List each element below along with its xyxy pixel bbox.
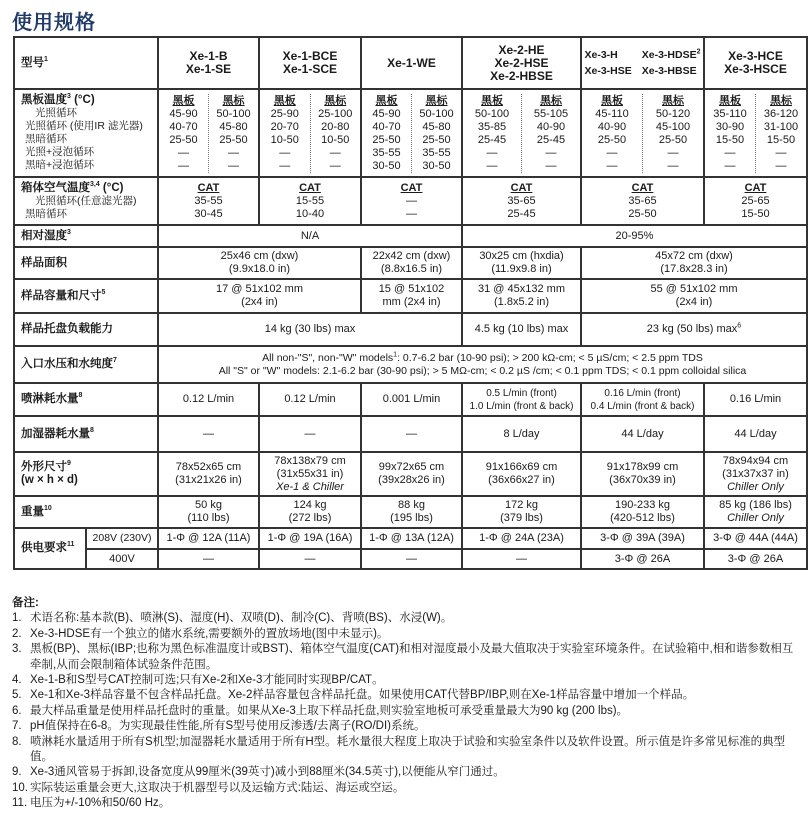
note-item: 1. 术语名称:基本款(B)、喷淋(S)、湿度(H)、双喷(D)、制冷(C)、背喷(BS)、水浸(W)。 <box>12 612 453 625</box>
weight-c2: 124 kg (272 lbs) <box>259 496 361 528</box>
note-item: 8. 喷淋耗水量适用于所有S机型;加湿器耗水量适用于所有H型。耗水量很大程度上取决于试验和实验室条件以及软件设置。所示值是许多常见标准的典型值。 <box>12 735 786 764</box>
hum-c1: — <box>158 416 259 452</box>
area-c3: 22x42 cm (dxw) (8.8x16.5 in) <box>361 247 462 279</box>
note-item: 10. 实际装运重量会更大,这取决于机器型号以及运输方式:陆运、海运或空运。 <box>12 781 405 794</box>
model-col-6: Xe-3-HCE Xe-3-HSCE <box>704 37 807 89</box>
hum-c4: 8 L/day <box>462 416 581 452</box>
cat-col-5: CAT 35-65 25-50 <box>581 177 704 225</box>
weight-c6: 85 kg (186 lbs) Chiller Only <box>704 496 807 528</box>
area-c56: 45x72 cm (dxw) (17.8x28.3 in) <box>581 247 807 279</box>
cat-col-6: CAT 25-65 15-50 <box>704 177 807 225</box>
model-col-2: Xe-1-BCE Xe-1-SCE <box>259 37 361 89</box>
cat-col-3: CAT — — <box>361 177 462 225</box>
hum-c5: 44 L/day <box>581 416 704 452</box>
note-item: 11. 电压为+/-10%和50/60 Hz。 <box>12 797 171 810</box>
weight-c3: 88 kg (195 lbs) <box>361 496 462 528</box>
power-400-c6: 3-Φ @ 26A <box>704 549 807 569</box>
label-rh: 相对湿度$^3$ <box>14 225 158 247</box>
model-col-5: Xe-3-H Xe-3-HSE Xe-3-HDSE$^2$ Xe-3-HBSE <box>581 37 704 89</box>
power-208-c2: 1-Φ @ 19A (16A) <box>259 528 361 549</box>
row-humidifier <box>14 416 807 452</box>
dims-c4: 91x166x69 cm (36x66x27 in) <box>462 452 581 496</box>
page-title: 使用规格 <box>12 12 96 34</box>
model-col-1: Xe-1-B Xe-1-SE <box>158 37 259 89</box>
bp-col-4: 黑板 50-100 35-85 25-45 — — 黑标 55-105 40-90 25-45 — — <box>462 89 581 177</box>
hum-c3: — <box>361 416 462 452</box>
spray-c2: 0.12 L/min <box>259 383 361 416</box>
spray-c3: 0.001 L/min <box>361 383 462 416</box>
weight-c5: 190-233 kg (420-512 lbs) <box>581 496 704 528</box>
bp-col-5: 黑板 45-110 40-90 25-50 — — 黑标 50-120 45-100 25-50 — — <box>581 89 704 177</box>
row-tray <box>14 313 807 346</box>
bp-col-2: 黑板 25-90 20-70 10-50 — — 黑标 25-100 20-80 10-50 — — <box>259 89 361 177</box>
row-dims <box>14 452 807 496</box>
rh-left: N/A <box>158 225 462 247</box>
hum-c2: — <box>259 416 361 452</box>
power-400-c3: — <box>361 549 462 569</box>
note-item: 3. 黑板(BP)、黑标(IBP;也称为黑色标准温度计或BST)、箱体空气温度(CAT)和相对湿度最小及最大值取决于实验室环境条件。在试验箱中,相和谐参数相互牵制,从而会限制箱体试验条件范围。 <box>12 643 794 671</box>
bp-col-6: 黑板 35-110 30-90 15-50 — — 黑标 36-120 31-100 15-50 — — <box>704 89 807 177</box>
weight-c1: 50 kg (110 lbs) <box>158 496 259 528</box>
tray-c4: 4.5 kg (10 lbs) max <box>462 313 581 346</box>
notes-heading: 备注: <box>12 597 39 609</box>
water-spec: All non-"S", non-"W" models$^1$: 0.7-6.2 bar (10-90 psi); > 200 kΩ-cm; < 5 µS/cm; < 2.5 ppm TDS All "S" or "W" models: 2.1-6.2 bar (30-90 psi); > 5 MΩ-cm; < 0.2 µS /cm; < 0.1 ppm TDS; < 0.1 ppm colloidal silica <box>158 346 807 383</box>
spray-c1: 0.12 L/min <box>158 383 259 416</box>
notes-section <box>12 596 802 812</box>
row-cat <box>14 177 807 225</box>
row-water <box>14 346 807 383</box>
power-400-c1: — <box>158 549 259 569</box>
power-208-c1: 1-Φ @ 12A (11A) <box>158 528 259 549</box>
cat-col-1: CAT 35-55 30-45 <box>158 177 259 225</box>
capacity-c3: 15 @ 51x102 mm (2x4 in) <box>361 279 462 313</box>
dims-c1: 78x52x65 cm (31x21x26 in) <box>158 452 259 496</box>
capacity-c56: 55 @ 51x102 mm (2x4 in) <box>581 279 807 313</box>
spec-table <box>13 36 808 570</box>
bp-col-1: 黑板 45-90 40-70 25-50 — — 黑标 50-100 45-80 25-50 — — <box>158 89 259 177</box>
dims-c2: 78x138x79 cm (31x55x31 in) Xe-1 & Chiller <box>259 452 361 496</box>
spray-c6: 0.16 L/min <box>704 383 807 416</box>
label-humidifier: 加湿器耗水量$^8$ <box>14 416 158 452</box>
label-dims: 外形尺寸$^9$ (w × h × d) <box>14 452 158 496</box>
weight-c4: 172 kg (379 lbs) <box>462 496 581 528</box>
row-area <box>14 247 807 279</box>
note-item: 2. Xe-3-HDSE有一个独立的储水系统,需要额外的置放场地(图中未显示)。 <box>12 627 389 640</box>
power-400-c4: — <box>462 549 581 569</box>
power-208-c6: 3-Φ @ 44A (44A) <box>704 528 807 549</box>
capacity-c12: 17 @ 51x102 mm (2x4 in) <box>158 279 361 313</box>
spray-c4: 0.5 L/min (front) 1.0 L/min (front & back) <box>462 383 581 416</box>
label-area: 样品面积 <box>14 247 158 279</box>
cat-col-4: CAT 35-65 25-45 <box>462 177 581 225</box>
label-weight: 重量$^{10}$ <box>14 496 158 528</box>
note-item: 5. Xe-1和Xe-3样品容量不包含样品托盘。Xe-2样品容量包含样品托盘。如果使用CAT代替BP/IBP,则在Xe-1样品容量中增加一个样品。 <box>12 689 695 702</box>
power-208-c4: 1-Φ @ 24A (23A) <box>462 528 581 549</box>
hum-c6: 44 L/day <box>704 416 807 452</box>
label-water: 入口水压和水纯度$^7$ <box>14 346 158 383</box>
power-208-c5: 3-Φ @ 39A (39A) <box>581 528 704 549</box>
row-power-208 <box>14 528 807 549</box>
tray-c56: 23 kg (50 lbs) $\max^6$ <box>581 313 807 346</box>
row-capacity <box>14 279 807 313</box>
bp-col-3: 黑板 45-90 40-70 25-50 35-55 30-50 黑标 50-100 45-80 25-50 35-55 30-50 <box>361 89 462 177</box>
power-400-c5: 3-Φ @ 26A <box>581 549 704 569</box>
model-col-4: Xe-2-HE Xe-2-HSE Xe-2-HBSE <box>462 37 581 89</box>
note-item: 6. 最大样品重量是使用样品托盘时的重量。如果从Xe-3上取下样品托盘,则实验室地板可承受重量最大为90 kg (200 lbs)。 <box>12 704 629 717</box>
row-spray <box>14 383 807 416</box>
label-spray: 喷淋耗水量$^8$ <box>14 383 158 416</box>
row-rh <box>14 225 807 247</box>
label-cat: 箱体空气温度$^{3,4}$ (°C) 光照循环(任意滤光器) 黑暗循环 <box>14 177 158 225</box>
note-item: 4. Xe-1-B和S型号CAT控制可选;只有Xe-2和Xe-3才能同时实现BP/CAT。 <box>12 674 384 687</box>
power-208-c3: 1-Φ @ 13A (12A) <box>361 528 462 549</box>
label-power: 供电要求$^{11}$ <box>14 528 86 569</box>
power-voltage-400: 400V <box>86 549 158 569</box>
row-bp-temp <box>14 89 807 177</box>
spray-c5: 0.16 L/min (front) 0.4 L/min (front & back) <box>581 383 704 416</box>
power-voltage-208: 208V (230V) <box>86 528 158 549</box>
label-model: 型号$^1$ <box>14 37 158 89</box>
note-item: 7. pH值保持在6-8。为实现最佳性能,所有S型号使用反渗透/去离子(RO/DI)系统。 <box>12 720 426 733</box>
dims-c6: 78x94x94 cm (31x37x37 in) Chiller Only <box>704 452 807 496</box>
label-bp-temp: 黑板温度$^3$ (°C) 光照循环 光照循环 (使用IR 滤光器) 黑暗循环 光照+浸泡循环 黑暗+浸泡循环 <box>14 89 158 177</box>
row-model <box>14 37 807 89</box>
label-capacity: 样品容量和尺寸$^5$ <box>14 279 158 313</box>
area-c12: 25x46 cm (dxw) (9.9x18.0 in) <box>158 247 361 279</box>
power-400-c2: — <box>259 549 361 569</box>
dims-c3: 99x72x65 cm (39x28x26 in) <box>361 452 462 496</box>
model-col-3: Xe-1-WE <box>361 37 462 89</box>
note-item: 9. Xe-3通风管易于拆卸,设备宽度从99厘米(39英寸)减小到88厘米(34.5英寸),以便能从窄门通过。 <box>12 766 505 779</box>
dims-c5: 91x178x99 cm (36x70x39 in) <box>581 452 704 496</box>
area-c4: 30x25 cm (hxdia) (11.9x9.8 in) <box>462 247 581 279</box>
rh-right: 20-95% <box>462 225 807 247</box>
cat-col-2: CAT 15-55 10-40 <box>259 177 361 225</box>
capacity-c4: 31 @ 45x132 mm (1.8x5.2 in) <box>462 279 581 313</box>
label-tray: 样品托盘负载能力 <box>14 313 158 346</box>
row-weight <box>14 496 807 528</box>
row-power-400 <box>14 549 807 569</box>
tray-c123: 14 kg (30 lbs) max <box>158 313 462 346</box>
